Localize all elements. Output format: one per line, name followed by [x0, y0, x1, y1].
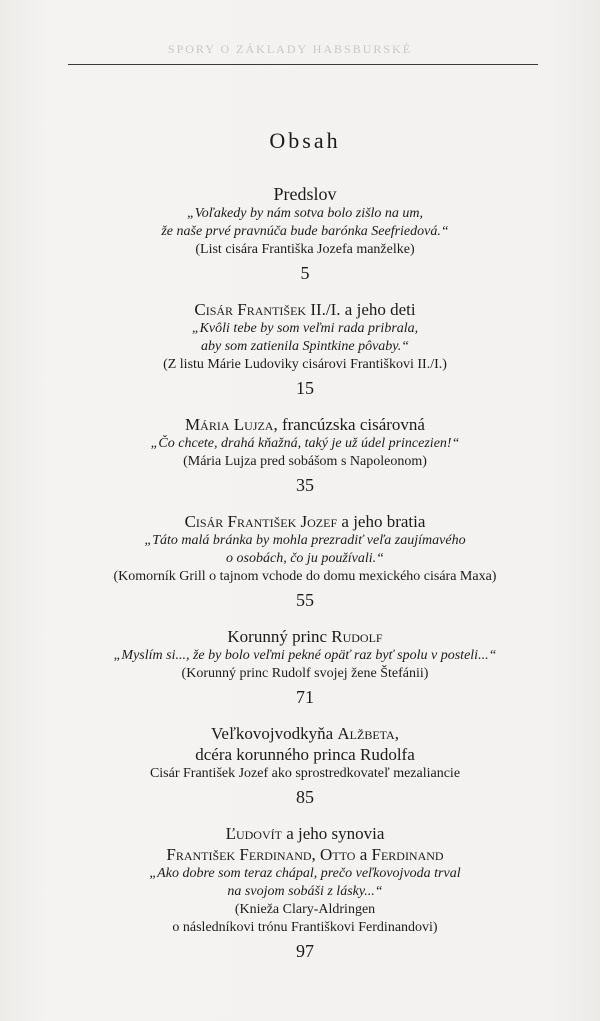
heading-name: Mária Lujza	[185, 415, 274, 434]
heading-name: Rudolf	[331, 627, 383, 646]
heading-name: Cisár František II./I.	[194, 300, 341, 319]
entry-heading	[70, 723, 540, 744]
entry-source-note: (Korunný princ Rudolf svojej žene Štefánii)	[181, 666, 429, 681]
heading-separator: a	[355, 845, 372, 864]
entry-quote-line: na svojom sobáši z lásky...“	[227, 884, 383, 899]
heading-suffix: a jeho synovia	[281, 824, 385, 843]
toc-entry	[70, 626, 540, 709]
entry-heading-line2	[70, 844, 540, 865]
entry-page-number: 55	[296, 590, 314, 610]
entry-quote-line: že naše prvé pravnúča bude barónka Seefriedová.“	[161, 224, 449, 239]
heading-name: Cisár František Jozef	[184, 512, 338, 531]
entry-quote-line: „Ako dobre som teraz chápal, prečo veľkovojvoda trval	[149, 866, 461, 881]
entry-heading	[70, 414, 540, 435]
entry-page-number: 35	[296, 475, 314, 495]
heading-name: Otto	[320, 845, 356, 864]
toc-entry	[70, 823, 540, 963]
toc-entry	[70, 723, 540, 809]
entry-page-number: 5	[300, 263, 310, 283]
entry-quote-line: „Voľakedy by nám sotva bolo zišlo na um,	[186, 206, 424, 221]
heading-prefix: Korunný princ	[227, 627, 332, 646]
entry-quote-line: aby som zatienila Spintkine pôvaby.“	[200, 339, 410, 354]
heading-name: František Ferdinand	[166, 845, 312, 864]
entry-source-note: (Z listu Márie Ludoviky cisárovi Františkovi II./I.)	[163, 357, 447, 372]
heading-separator: ,	[311, 845, 321, 864]
entry-quote-line: o osobách, čo ju používali.“	[226, 551, 384, 566]
header-rule	[68, 64, 538, 65]
entry-heading: Predslov	[273, 184, 337, 204]
entry-quote-line: „Čo chcete, drahá kňažná, taký je už údel princezien!“	[150, 436, 460, 451]
heading-prefix: Veľkovojvodkyňa	[211, 724, 338, 743]
heading-name: Ľudovít	[225, 824, 282, 843]
entry-page-number: 97	[296, 941, 314, 961]
entry-heading-line2: dcéra korunného princa Rudolfa	[195, 745, 415, 764]
toc-entry	[70, 299, 540, 400]
heading-suffix: a jeho bratia	[337, 512, 426, 531]
entry-quote-line: „Táto malá bránka by mohla prezradiť veľa zaujímavého	[144, 533, 466, 548]
entry-quote-line: „Myslím si..., že by bolo veľmi pekné opäť raz byť spolu v posteli...“	[113, 648, 497, 663]
entry-heading	[70, 511, 540, 532]
heading-suffix: ,	[394, 724, 399, 743]
entry-page-number: 85	[296, 787, 314, 807]
entry-source-note: o následníkovi trónu Františkovi Ferdinandovi)	[172, 920, 438, 935]
entry-source-note: (Mária Lujza pred sobášom s Napoleonom)	[183, 454, 427, 469]
entry-heading	[70, 626, 540, 647]
toc-entry	[70, 511, 540, 612]
bleed-through-header: SPORY O ZÁKLADY HABSBURSKÉ	[167, 42, 413, 56]
table-of-contents	[70, 128, 540, 977]
entry-page-number: 71	[296, 687, 314, 707]
entry-page-number: 15	[296, 378, 314, 398]
entry-source-note: (Komorník Grill o tajnom vchode do domu mexického cisára Maxa)	[113, 569, 497, 584]
entry-source-note: Cisár František Jozef ako sprostredkovateľ mezaliancie	[149, 766, 461, 781]
toc-entry	[70, 184, 540, 285]
entry-source-note: (Knieža Clary-Aldringen	[234, 902, 376, 917]
heading-name: Ferdinand	[371, 845, 444, 864]
heading-suffix: a jeho deti	[340, 300, 416, 319]
entry-quote-line: „Kvôli tebe by som veľmi rada pribrala,	[191, 321, 419, 336]
entry-source-note: (List cisára Františka Jozefa manželke)	[195, 242, 415, 257]
heading-suffix: , francúzska cisárovná	[273, 415, 425, 434]
page-title: Obsah	[269, 128, 341, 153]
entry-heading	[70, 299, 540, 320]
toc-entry	[70, 414, 540, 497]
heading-name: Alžbeta	[337, 724, 395, 743]
entry-heading	[70, 823, 540, 844]
